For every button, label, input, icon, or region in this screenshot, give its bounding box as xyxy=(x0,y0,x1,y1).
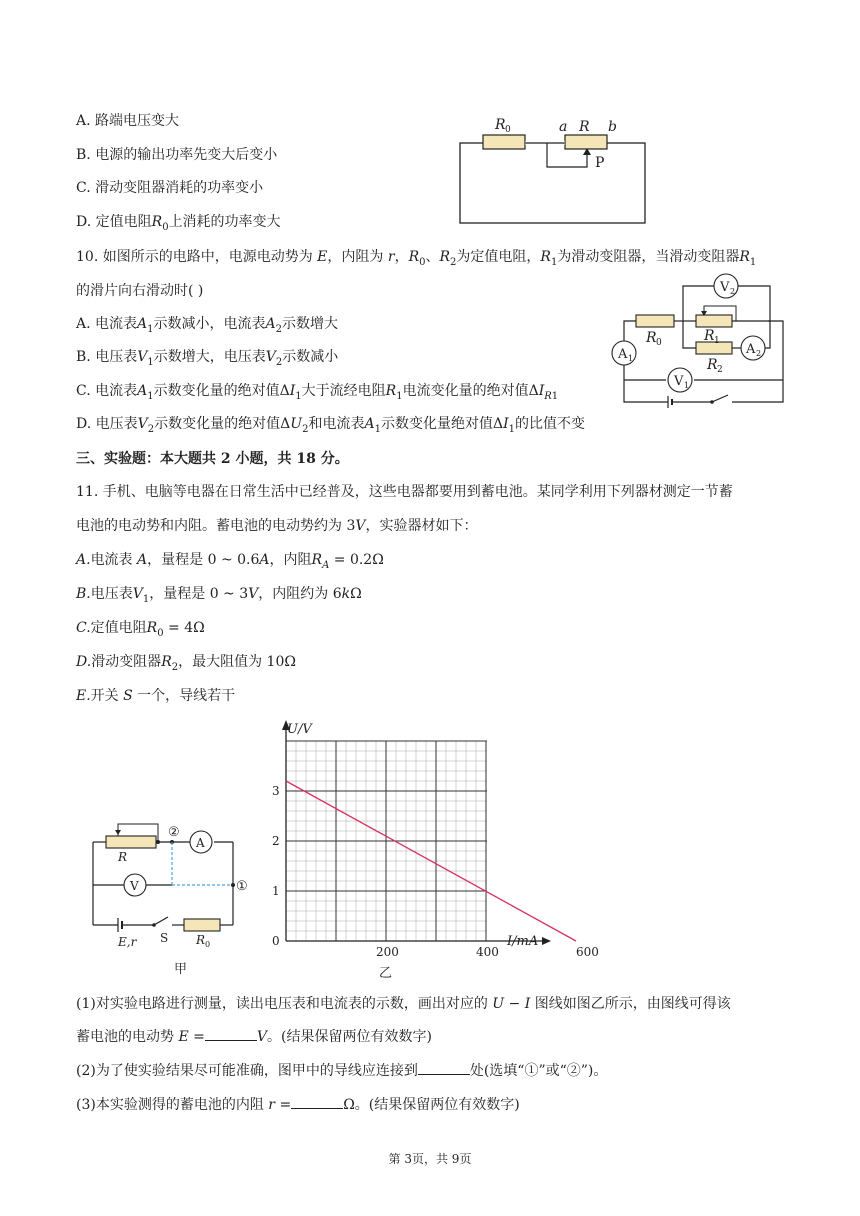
q10-stem-line2: 的滑片向右滑动时( ) xyxy=(76,283,204,299)
fig-jia-er-label: E,r xyxy=(118,935,137,949)
chart-x-axis-arrow xyxy=(542,937,551,945)
q9-r-label: R xyxy=(579,119,590,135)
q11-stem-line1: 11. 手机、电脑等电器在日常生活中已经普及，这些电器都要用到蓄电池。某同学利用下列器材测定一节蓄 xyxy=(76,484,733,500)
q9-option-c: C. 滑动变阻器消耗的功率变小 xyxy=(76,180,264,196)
q10-option-c: C. 电流表$A_1$示数变化量的绝对值$\Delta I_1$大于流经电阻$R_1$电流变化量的绝对值$\Delta I_{R1}$ xyxy=(76,383,559,402)
chart-y-tick-label: 2 xyxy=(272,834,280,848)
svg-text:1: 1 xyxy=(714,336,720,346)
q9-a-label: a xyxy=(559,119,568,135)
q11-item-a: A.电流表 A，量程是 0 ~ 0.6A，内阻$R_A = 0.2\Omega$ xyxy=(76,552,384,571)
q9-circuit-diagram xyxy=(455,115,655,230)
fig-jia-voltmeter-label: V xyxy=(130,879,139,893)
fig-jia-ammeter-label: A xyxy=(196,836,205,850)
q10-r1-label: R xyxy=(704,328,715,344)
q10-option-d: D. 电压表$V_2$示数变化量的绝对值$\Delta U_2$和电流表$A_1$示数变化量绝对值$\Delta I_1$的比值不变 xyxy=(76,416,585,435)
fig-jia-circuit xyxy=(88,820,263,980)
svg-text:2: 2 xyxy=(756,349,762,358)
fig-jia-mark-2: ② xyxy=(168,825,180,840)
svg-text:1: 1 xyxy=(628,354,634,363)
chart-x-axis-label: I/mA xyxy=(507,934,539,949)
fig-yi-caption: 乙 xyxy=(379,966,393,981)
q10-a1-meter-label: A xyxy=(618,347,628,362)
chart-y-tick-label: 3 xyxy=(272,784,280,798)
chart-y-tick-label: 1 xyxy=(272,884,280,898)
q10-circuit-diagram xyxy=(608,268,793,413)
fig-yi-ui-chart xyxy=(255,715,599,985)
q11-sub2-answer-blank[interactable] xyxy=(418,1060,470,1075)
fig-jia-mark-1: ① xyxy=(236,879,248,894)
fig-jia-s-label: S xyxy=(160,931,169,945)
q11-sub1-line1: (1)对实验电路进行测量，读出电压表和电流表的示数，画出对应的 U − I 图线如图乙所示，由图线可得该 xyxy=(76,996,731,1012)
q11-item-e: E.开关 S 一个，导线若干 xyxy=(76,688,236,704)
q10-a2-meter-label: A xyxy=(746,342,756,357)
q10-option-b: B. 电压表$V_1$示数增大，电压表$V_2$示数减小 xyxy=(76,349,339,368)
q11-sub2: (2)为了使实验结果尽可能准确，图甲中的导线应连接到 处(选填“①”或“②”)。 xyxy=(76,1060,607,1081)
q9-b-label: b xyxy=(608,119,617,135)
q10-stem-line1: 10. 如图所示的电路中，电源电动势为 E，内阻为 r，$R_0$、$R_2$为定值电阻，$R_1$为滑动变阻器，当滑动变阻器$R_1$ xyxy=(76,249,757,268)
section-3-heading: 三、实验题：本大题共 2 小题，共 18 分。 xyxy=(76,451,349,467)
q11-item-d: D.滑动变阻器$R_2$，最大阻值为 10Ω xyxy=(76,654,296,673)
chart-x-tick-label: 600 xyxy=(576,945,599,959)
fig-jia-caption: 甲 xyxy=(174,962,188,977)
svg-text:0: 0 xyxy=(205,940,211,949)
q11-sub1-line2: 蓄电池的电动势 E = V。(结果保留两位有效数字) xyxy=(76,1026,432,1047)
q9-r0-label: R xyxy=(495,117,506,133)
chart-x-tick-label: 200 xyxy=(376,945,399,959)
q9-option-d: D. 定值电阻$R_0$上消耗的功率变大 xyxy=(76,214,281,233)
q11-item-c: C.定值电阻$R_0 = 4\Omega$ xyxy=(76,620,205,639)
fig-jia-r0-label: R xyxy=(196,933,206,947)
q11-stem-line2: 电池的电动势和内阻。蓄电池的电动势约为 3V，实验器材如下： xyxy=(76,518,478,534)
q10-option-a: A. 电流表$A_1$示数减小，电流表$A_2$示数增大 xyxy=(76,316,339,335)
q10-v2-meter-label: V xyxy=(720,280,730,295)
chart-y-axis-label: U/V xyxy=(287,722,312,737)
svg-text:2: 2 xyxy=(730,287,736,296)
svg-text:2: 2 xyxy=(717,365,723,375)
q9-option-b: B. 电源的输出功率先变大后变小 xyxy=(76,147,278,163)
q11-sub3: (3)本实验测得的蓄电池的内阻 r = Ω。(结果保留两位有效数字) xyxy=(76,1094,520,1115)
q11-sub1-answer-blank[interactable] xyxy=(205,1026,257,1041)
q10-r2-label: R xyxy=(707,357,718,373)
q9-p-label: P xyxy=(595,155,605,171)
q11-sub3-answer-blank[interactable] xyxy=(291,1094,343,1109)
svg-text:0: 0 xyxy=(656,338,662,348)
q10-r0-label: R xyxy=(646,330,657,346)
fig-jia-r-label: R xyxy=(118,850,128,864)
q9-option-a: A. 路端电压变大 xyxy=(76,113,180,129)
chart-y-tick-label: 0 xyxy=(272,934,280,948)
svg-text:1: 1 xyxy=(684,381,690,390)
chart-x-tick-label: 400 xyxy=(476,945,499,959)
page-footer: 第 3页，共 9页 xyxy=(388,1152,472,1166)
q10-v1-meter-label: V xyxy=(674,374,684,389)
svg-text:0: 0 xyxy=(505,125,511,135)
q11-item-b: B.电压表$V_1$，量程是 0 ~ 3V，内阻约为 6kΩ xyxy=(76,586,362,605)
